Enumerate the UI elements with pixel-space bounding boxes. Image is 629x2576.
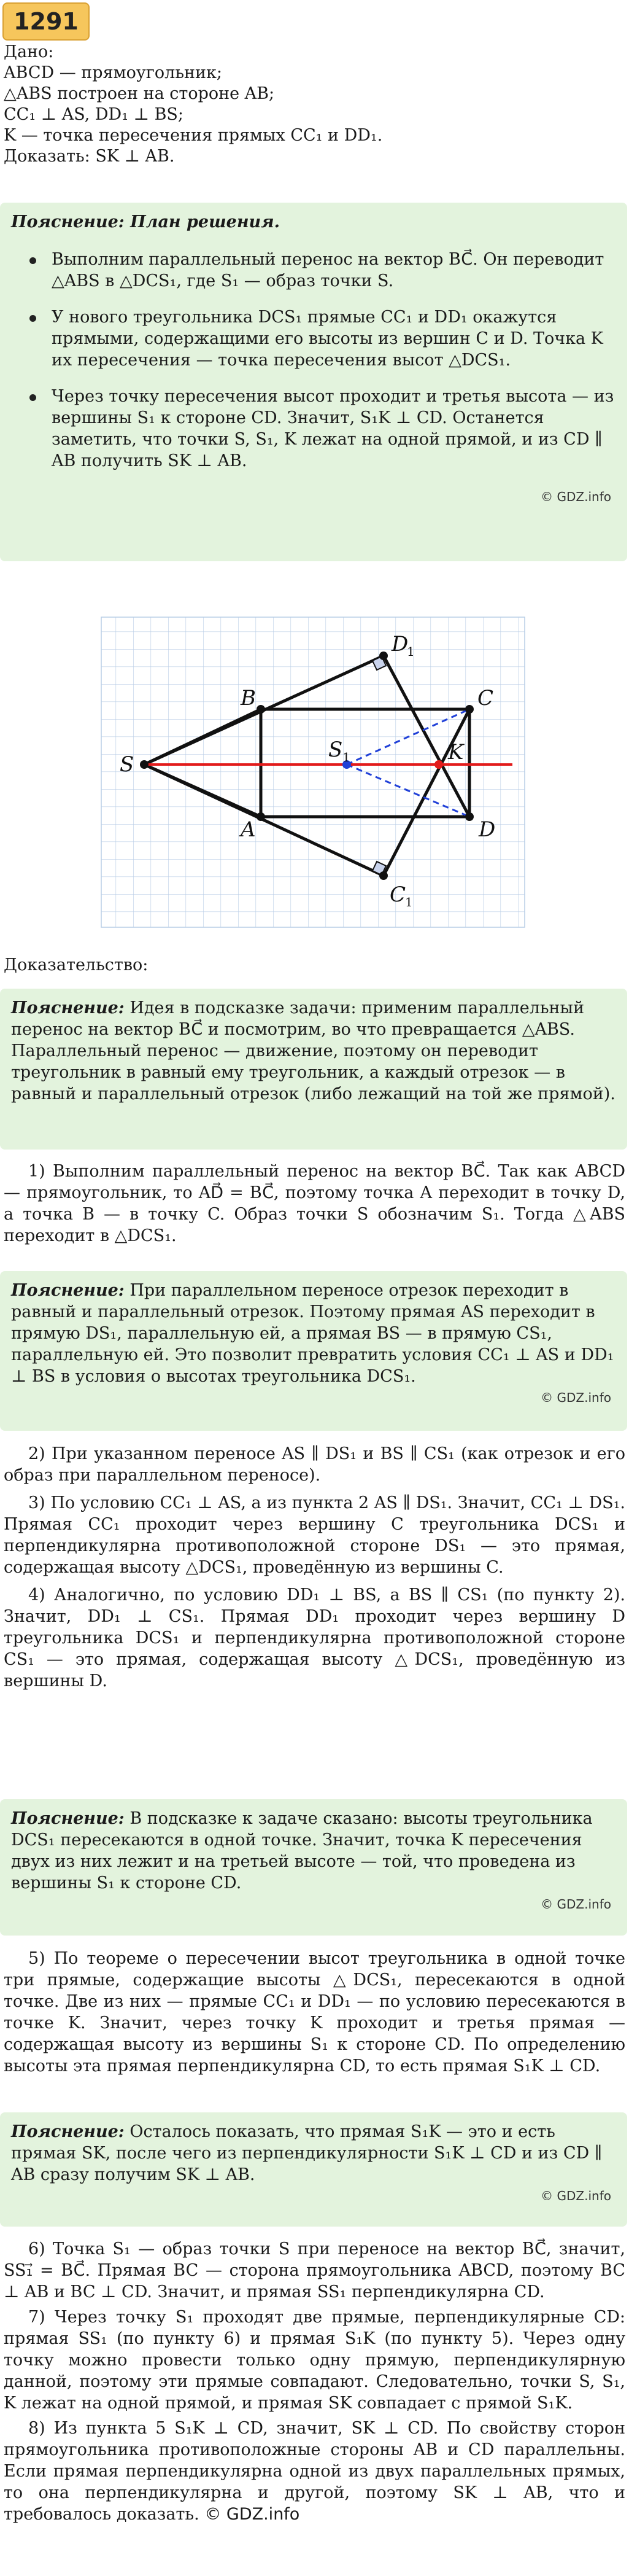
plan-bullet: У нового треугольника DCS₁ прямые CC₁ и DD₁ окажутся прямыми, содержащими его высоты из вершин C и D. Точка K их пересечения — точка пересечения высот △DCS₁. <box>11 306 616 371</box>
label-d1: D <box>392 632 409 656</box>
proof-step-3: 3) По условию CC₁ ⊥ AS, а из пункта 2 AS ∥ DS₁. Значит, CC₁ ⊥ DS₁. Прямая CC₁ проходит через вершину C треугольника DCS₁ и перпендикулярна противоположной стороне DS₁ — это прямая, содержащая высоту △DCS₁, проведённую из вершины C. <box>4 1493 625 1577</box>
proof-step-7: 7) Через точку S₁ проходят две прямые, перпендикулярные CD: прямая SS₁ (по пункту 6) и прямая S₁K (по пункту 5). Через одну точку можно провести только одну прямую, перпендикулярную данной, поэтому эти прямые совпадают. Следовательно, точки S, S₁, K лежат на одной прямой, и прямая SK совпадает с прямой S₁K. <box>4 2308 625 2413</box>
proof-steps-6-8 <box>4 2238 625 2525</box>
proof-step-6: 6) Точка S₁ — образ точки S при переносе на вектор BC⃗, значит, SS₁⃗ = BC⃗. Прямая BC — сторона прямоугольника ABCD, поэтому BC ⊥ AB и BC ⊥ CD. Значит, и прямая SS₁ перпендикулярна CD. <box>4 2239 625 2302</box>
gdz-credit: © GDZ.info <box>541 2189 611 2203</box>
given-line: Доказать: SK ⊥ AB. <box>4 147 175 166</box>
gdz-credit: © GDZ.info <box>541 1390 611 1405</box>
label-s: S <box>120 752 134 777</box>
gdz-credit: © GDZ.info <box>541 1897 611 1912</box>
problem-number-badge: 1291 <box>2 2 90 41</box>
footer-credit: © GDZ.info <box>204 2505 300 2524</box>
label-s1: S <box>328 737 343 762</box>
explanation-translation <box>0 1271 627 1431</box>
explanation-title: Пояснение: План решения. <box>11 212 280 232</box>
label-a: A <box>241 817 256 842</box>
explanation-altitudes <box>0 1799 627 1936</box>
plan-bullet: Выполним параллельный перенос на вектор BC⃗. Он переводит △ABS в △DCS₁, где S₁ — образ точки S. <box>11 249 616 292</box>
gdz-credit: © GDZ.info <box>541 489 611 504</box>
proof-step-2: 2) При указанном переносе AS ∥ DS₁ и BS ∥ CS₁ (как отрезок и его образ при параллельном переносе). <box>4 1444 625 1485</box>
label-c: C <box>477 686 494 710</box>
label-c1: C <box>390 882 406 907</box>
label-k: K <box>448 740 464 765</box>
explanation-title: Пояснение: <box>11 998 125 1018</box>
subscript-c1: 1 <box>405 895 413 909</box>
given-label: Дано: <box>4 42 54 61</box>
explanation-title: Пояснение: <box>11 2122 125 2141</box>
proof-step-5: 5) По теореме о пересечении высот треугольника в одной точке три прямые, содержащие высоты △DCS₁, пересекаются в одной точке. Две из них — прямые CC₁ и DD₁ — по условию пересекаются в точке K. Значит, через точку K проходит и третья прямая — содержащая высоту из вершины S₁ к стороне CD. По определению высоты эта прямая перпендикулярна CD, то есть прямая S₁K ⊥ CD. <box>4 1949 625 2076</box>
plan-bullet: Через точку пересечения высот проходит и третья высота — из вершины S₁ к стороне CD. Значит, S₁K ⊥ CD. Останется заметить, что точки S, S₁, K лежат на одной прямой, и из CD ∥ AB получить SK ⊥ AB. <box>11 386 616 472</box>
figure-svg <box>98 614 528 933</box>
point-a <box>257 812 265 821</box>
proof-label: Доказательство: <box>4 955 149 975</box>
explanation-text: При параллельном переносе отрезок переходит в равный и параллельный отрезок. Поэтому прямая AS переходит в прямую DS₁, параллельную ей, а прямая BS — в прямую CS₁, параллельную ей. Это позволит превратить условия CC₁ ⊥ AS и DD₁ ⊥ BS в условия о высотах треугольника DCS₁. <box>11 1281 614 1386</box>
explanation-text: Осталось показать, что прямая S₁K — это и есть прямая SK, после чего из перпендикулярности S₁K ⊥ CD и из CD ∥ AB сразу получим SK ⊥ AB. <box>11 2122 603 2184</box>
point-c <box>465 705 474 714</box>
given-block <box>4 42 624 167</box>
proof-step-1: 1) Выполним параллельный перенос на вектор BC⃗. Так как ABCD — прямоугольник, то AD⃗ = BC⃗, поэтому точка A переходит в точку D, а точка B — в точку C. Образ точки S обозначим S₁. Тогда △ABS переходит в △DCS₁. <box>4 1162 625 1245</box>
explanation-plan <box>0 203 627 561</box>
explanation-title: Пояснение: <box>11 1281 125 1300</box>
label-b: B <box>241 686 256 710</box>
subscript-d1: 1 <box>407 644 415 659</box>
explanation-title: Пояснение: <box>11 1809 125 1828</box>
explanation-text: В подсказке к задаче сказано: высоты треугольника DCS₁ пересекаются в одной точке. Значит, точка K пересечения двух из них лежит и на третьей высоте — той, что проведена из вершины S₁ к стороне CD. <box>11 1809 593 1893</box>
given-line: △ABS построен на стороне AB; <box>4 84 275 103</box>
explanation-idea <box>0 989 627 1150</box>
geometry-figure <box>98 614 528 933</box>
proof-step-4: 4) Аналогично, по условию DD₁ ⊥ BS, а BS ∥ CS₁ (по пункту 2). Значит, DD₁ ⊥ CS₁. Прямая DD₁ проходит через вершину D треугольника DCS₁ и перпендикулярна противоположной стороне CS₁ — это прямая, содержащая высоту △DCS₁, проведённую из вершины D. <box>4 1586 625 1691</box>
given-line: K — точка пересечения прямых CC₁ и DD₁. <box>4 126 383 145</box>
subscript-s1: 1 <box>342 750 350 765</box>
point-d1 <box>379 652 388 660</box>
point-d <box>465 812 474 821</box>
proof-step-8: 8) Из пункта 5 S₁K ⊥ CD, значит, SK ⊥ CD. По свойству сторон прямоугольника противоположные стороны AB и CD параллельны. Если прямая перпендикулярна одной из двух параллельных прямых, то она перпендикулярна и другой, поэтому SK ⊥ AB, что и требовалось доказать. © GDZ.info <box>4 2419 625 2524</box>
explanation-remaining <box>0 2112 627 2227</box>
explanation-text: Идея в подсказке задачи: применим параллельный перенос на вектор BC⃗ и посмотрим, во что превращается △ABS. Параллельный перенос — движение, поэтому он переводит треугольник в равный ему треугольник, а каждый отрезок — в равный и параллельный отрезок (либо лежащий на той же прямой). <box>11 998 615 1103</box>
point-b <box>257 705 265 714</box>
point-k <box>434 760 443 769</box>
given-line: CC₁ ⊥ AS, DD₁ ⊥ BS; <box>4 105 184 124</box>
label-d: D <box>479 817 496 842</box>
point-c1 <box>379 871 388 880</box>
point-s <box>140 760 149 769</box>
given-line: ABCD — прямоугольник; <box>4 63 222 82</box>
proof-steps-2-4 <box>4 1443 625 1692</box>
